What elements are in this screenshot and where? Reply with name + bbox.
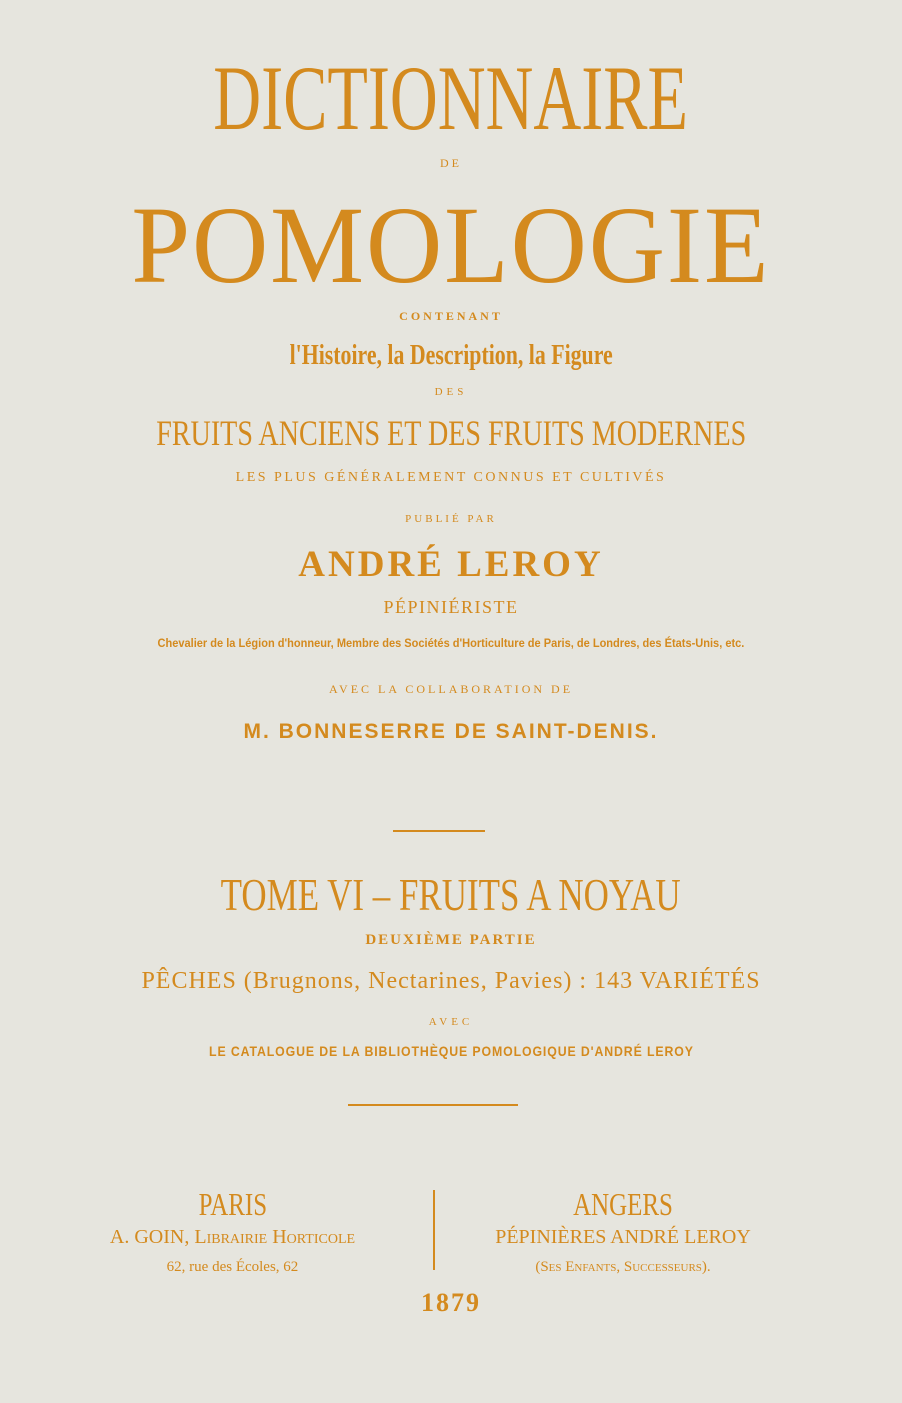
des-label: DES (434, 386, 468, 398)
plus-line: LES PLUS GÉNÉRALEMENT CONNUS ET CULTIVÉS (235, 470, 667, 485)
histoire-line: l'Histoire, la Description, la Figure (289, 340, 613, 371)
volume-title: TOME VI – FRUITS A NOYAU (220, 869, 682, 920)
city-name: PARIS (198, 1186, 267, 1222)
publie-par-label: PUBLIÉ PAR (405, 513, 497, 525)
publisher-address: 62, rue des Écoles, 62 (166, 1259, 299, 1275)
publisher-address: (Ses Enfants, Successeurs). (535, 1259, 711, 1275)
contenant-label: CONTENANT (399, 309, 503, 323)
avec-label: AVEC (428, 1016, 474, 1028)
title-top: DICTIONNAIRE (213, 47, 689, 149)
column-divider (433, 1190, 435, 1270)
divider-rule (393, 830, 485, 832)
catalogue-line: LE CATALOGUE DE LA BIBLIOTHÈQUE POMOLOGIQUE D'ANDRÉ LEROY (208, 1043, 694, 1059)
part-label: DEUXIÈME PARTIE (365, 932, 537, 948)
author-profession: PÉPINIÉRISTE (383, 597, 519, 617)
collaboration-label: AVEC LA COLLABORATION DE (328, 682, 574, 696)
main-title: POMOLOGIE (131, 184, 771, 306)
publisher-name: PÉPINIÈRES ANDRÉ LEROY (495, 1226, 751, 1248)
publisher-angers (438, 1186, 808, 1276)
peches-line: PÊCHES (Brugnons, Nectarines, Pavies) : 143 VARIÉTÉS (141, 968, 761, 994)
publisher-paris (30, 1186, 435, 1276)
fruits-line: FRUITS ANCIENS ET DES FRUITS MODERNES (155, 413, 747, 453)
author-name: ANDRÉ LEROY (298, 544, 604, 585)
city-name: ANGERS (573, 1186, 673, 1222)
publication-year: 1879 (421, 1288, 481, 1317)
collaborator-name: M. BONNESERRE DE SAINT-DENIS. (243, 720, 659, 743)
publisher-name: A. GOIN, Librairie Horticole (109, 1226, 356, 1248)
title-de: DE (440, 156, 462, 170)
divider-rule (348, 1104, 518, 1106)
author-honors: Chevalier de la Légion d'honneur, Membre des Sociétés d'Horticulture de Paris, de Londres, des États-Unis, etc. (157, 636, 745, 650)
